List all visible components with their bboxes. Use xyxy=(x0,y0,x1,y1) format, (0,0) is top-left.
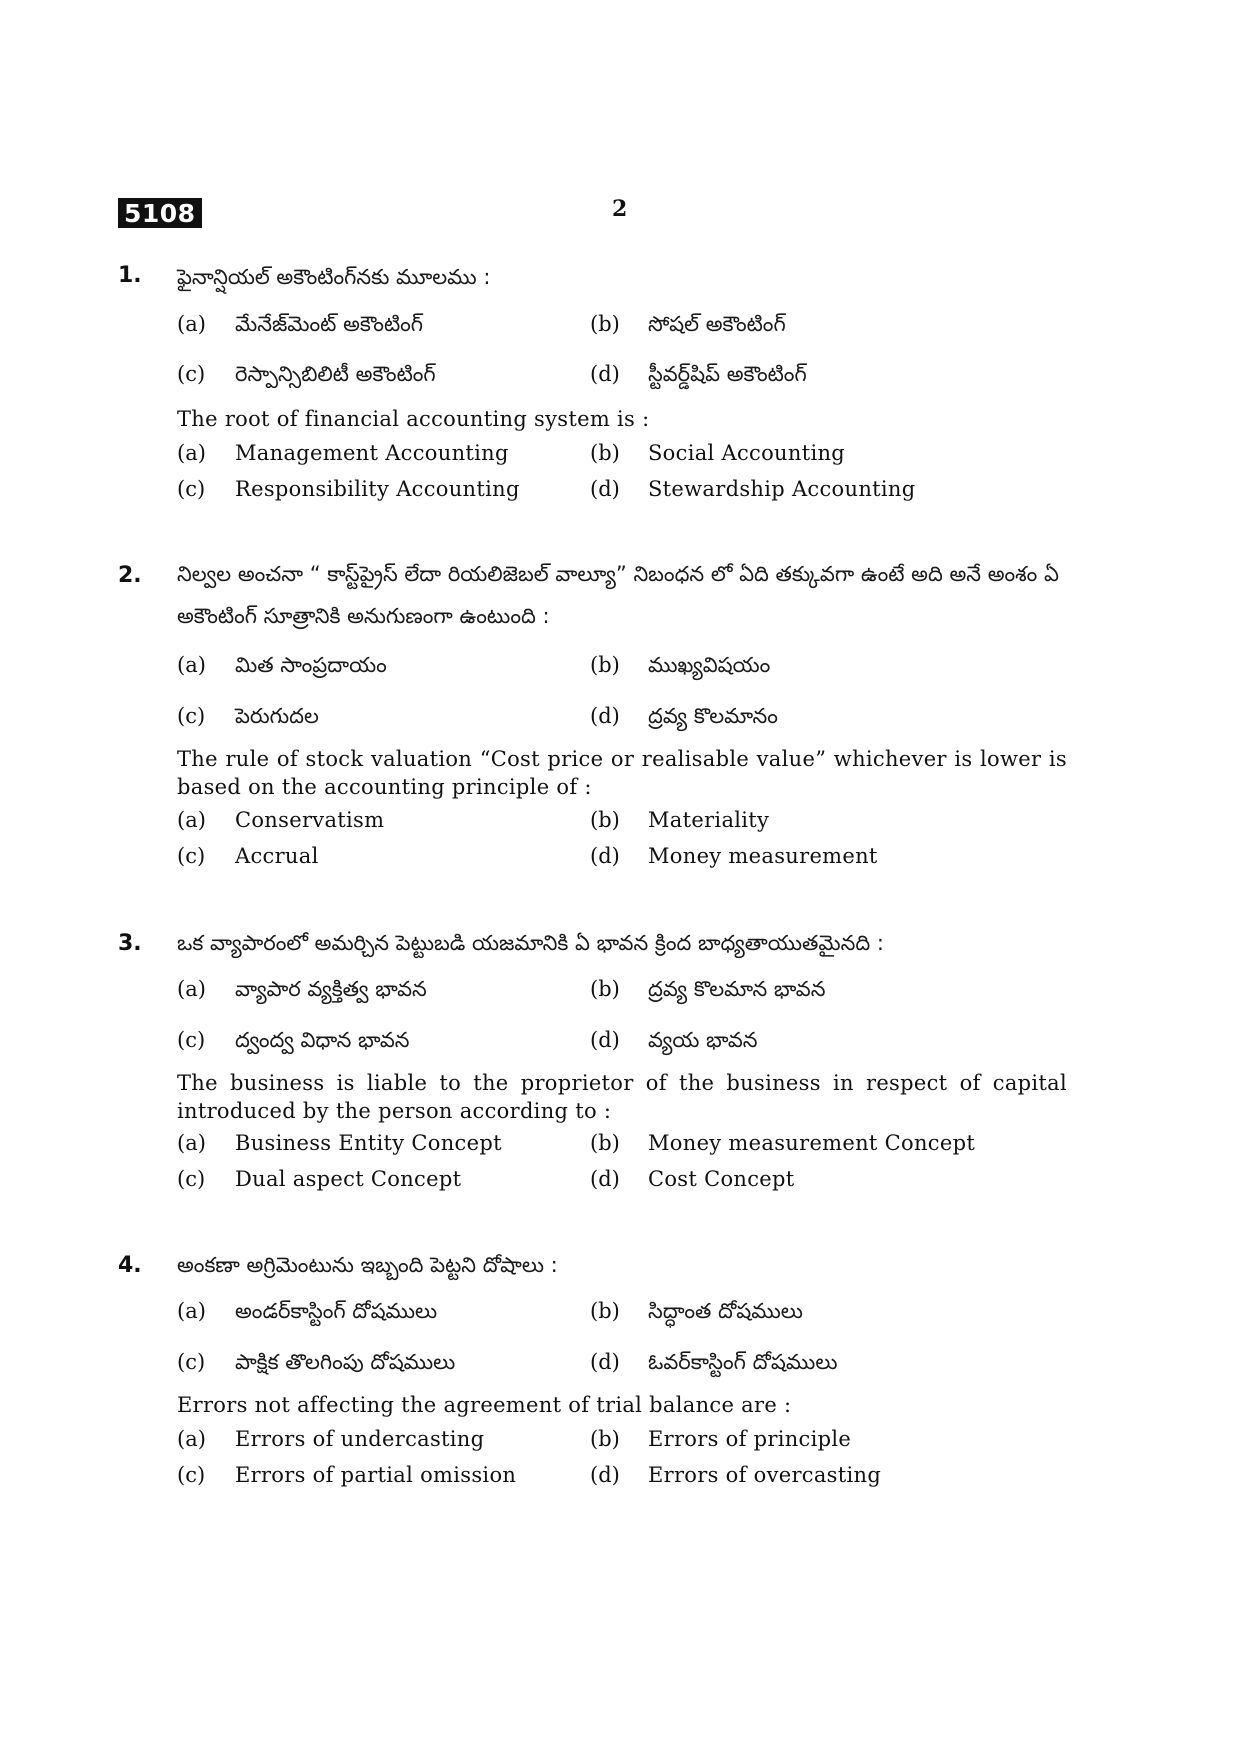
option-text-english: Stewardship Accounting xyxy=(648,477,916,501)
option-label: (a) xyxy=(177,441,206,465)
question-number: 3. xyxy=(118,931,142,956)
option-label: (d) xyxy=(590,362,620,386)
option-label: (c) xyxy=(177,1028,206,1052)
option-row-english xyxy=(0,844,1240,880)
option-label: (c) xyxy=(177,1463,206,1487)
option-text-english: Money measurement Concept xyxy=(648,1131,976,1155)
option-text-english: Materiality xyxy=(648,808,770,832)
option-label: (b) xyxy=(590,808,620,832)
paper-code-badge: 5108 xyxy=(118,198,202,228)
option-text-telugu: ఓవర్‌కాస్టింగ్ దోషములు xyxy=(648,1350,838,1374)
question-stem-english: Errors not affecting the agreement of trial balance are : xyxy=(177,1393,792,1417)
option-text-telugu: ముఖ్యవిషయం xyxy=(648,653,771,677)
option-row-english xyxy=(0,1463,1240,1499)
option-label: (c) xyxy=(177,844,206,868)
option-text-telugu: సిద్ధాంత దోషములు xyxy=(648,1299,803,1323)
option-row-telugu xyxy=(0,977,1240,1013)
option-label: (c) xyxy=(177,362,206,386)
option-label: (a) xyxy=(177,312,206,336)
option-text-english: Business Entity Concept xyxy=(235,1131,502,1155)
option-label: (a) xyxy=(177,1131,206,1155)
option-text-telugu: స్టీవర్డ్‌షిప్ అకౌంటింగ్ xyxy=(648,362,807,386)
option-row-telugu xyxy=(0,704,1240,740)
option-row-telugu xyxy=(0,1299,1240,1335)
question-number: 2. xyxy=(118,563,142,588)
option-text-english: Errors of principle xyxy=(648,1427,852,1451)
option-text-telugu: వ్యయ భావన xyxy=(648,1028,758,1052)
option-label: (b) xyxy=(590,653,620,677)
question-stem-telugu: అంకణా అగ్రిమెంటును ఇబ్బంది పెట్టని దోషాలు : xyxy=(177,1253,558,1277)
option-label: (a) xyxy=(177,977,206,1001)
question-stem-english: The rule of stock valuation “Cost price or realisable value” whichever is lower is based on the accounting principle of : xyxy=(177,747,1067,799)
option-label: (a) xyxy=(177,1299,206,1323)
option-label: (c) xyxy=(177,1350,206,1374)
option-label: (d) xyxy=(590,1028,620,1052)
option-label: (b) xyxy=(590,441,620,465)
option-text-telugu: వ్యాపార వ్యక్తిత్వ భావన xyxy=(235,977,427,1001)
option-row-telugu xyxy=(0,312,1240,348)
option-text-english: Accrual xyxy=(235,844,319,868)
option-text-english: Responsibility Accounting xyxy=(235,477,520,501)
option-text-english: Errors of undercasting xyxy=(235,1427,485,1451)
page-number: 2 xyxy=(612,196,628,222)
option-row-english xyxy=(0,1167,1240,1203)
option-text-telugu: ద్రవ్య కొలమాన భావన xyxy=(648,977,826,1001)
option-row-english xyxy=(0,808,1240,844)
option-label: (d) xyxy=(590,704,620,728)
option-label: (c) xyxy=(177,477,206,501)
option-text-telugu: మిత సాంప్రదాయం xyxy=(235,653,387,677)
option-text-english: Management Accounting xyxy=(235,441,509,465)
option-text-telugu: మేనేజ్‌మెంట్ అకౌంటింగ్ xyxy=(235,312,424,336)
option-text-telugu: అండర్‌కాస్టింగ్ దోషములు xyxy=(235,1299,438,1323)
question-number: 4. xyxy=(118,1253,142,1278)
option-text-telugu: పాక్షిక తొలగింపు దోషములు xyxy=(235,1350,456,1374)
option-label: (d) xyxy=(590,1167,620,1191)
option-row-english xyxy=(0,1427,1240,1463)
option-text-english: Errors of partial omission xyxy=(235,1463,517,1487)
option-row-telugu xyxy=(0,1028,1240,1064)
option-label: (c) xyxy=(177,704,206,728)
option-row-telugu xyxy=(0,362,1240,398)
option-label: (a) xyxy=(177,808,206,832)
question-stem-telugu: ఒక వ్యాపారంలో అమర్చిన పెట్టుబడి యజమానికి ఏ భావన క్రింద బాధ్యతాయుతమైనది : xyxy=(177,931,884,955)
question-number: 1. xyxy=(118,263,142,288)
option-text-telugu: ద్రవ్య కొలమానం xyxy=(648,704,778,728)
option-text-telugu: సోషల్ అకౌంటింగ్ xyxy=(648,312,786,336)
option-label: (b) xyxy=(590,1131,620,1155)
option-text-english: Money measurement xyxy=(648,844,878,868)
option-row-english xyxy=(0,1131,1240,1167)
option-text-telugu: ద్వంద్వ విధాన భావన xyxy=(235,1028,410,1052)
option-text-english: Dual aspect Concept xyxy=(235,1167,462,1191)
option-label: (b) xyxy=(590,312,620,336)
question-stem-telugu: నిల్వల అంచనా “ కాస్ట్‌ప్రైస్ లేదా రియలిజెబల్ వాల్యూ” నిబంధన లో ఏది తక్కువగా ఉంటే అది అనే అంశం ఏ అకౌంటింగ్ సూత్రానికి అనుగుణంగా ఉంటుంది : xyxy=(177,562,1059,628)
option-label: (c) xyxy=(177,1167,206,1191)
option-label: (a) xyxy=(177,653,206,677)
option-label: (b) xyxy=(590,977,620,1001)
option-label: (b) xyxy=(590,1299,620,1323)
option-row-english xyxy=(0,441,1240,477)
option-label: (a) xyxy=(177,1427,206,1451)
option-row-telugu xyxy=(0,1350,1240,1386)
option-text-english: Cost Concept xyxy=(648,1167,795,1191)
option-row-english xyxy=(0,477,1240,513)
option-text-telugu: పెరుగుదల xyxy=(235,704,319,728)
option-label: (d) xyxy=(590,477,620,501)
option-text-english: Conservatism xyxy=(235,808,385,832)
question-stem-telugu: ఫైనాన్షియల్ అకౌంటింగ్‌నకు మూలము : xyxy=(177,265,491,289)
option-label: (b) xyxy=(590,1427,620,1451)
option-label: (d) xyxy=(590,844,620,868)
option-label: (d) xyxy=(590,1350,620,1374)
option-text-english: Social Accounting xyxy=(648,441,846,465)
option-text-english: Errors of overcasting xyxy=(648,1463,882,1487)
option-text-telugu: రెస్పాన్సిబిలిటీ అకౌంటింగ్ xyxy=(235,362,436,386)
question-stem-english: The business is liable to the proprietor of the business in respect of capital introduced by the person according to : xyxy=(177,1071,1067,1123)
question-stem-english: The root of financial accounting system is : xyxy=(177,407,650,431)
option-label: (d) xyxy=(590,1463,620,1487)
option-row-telugu xyxy=(0,653,1240,689)
